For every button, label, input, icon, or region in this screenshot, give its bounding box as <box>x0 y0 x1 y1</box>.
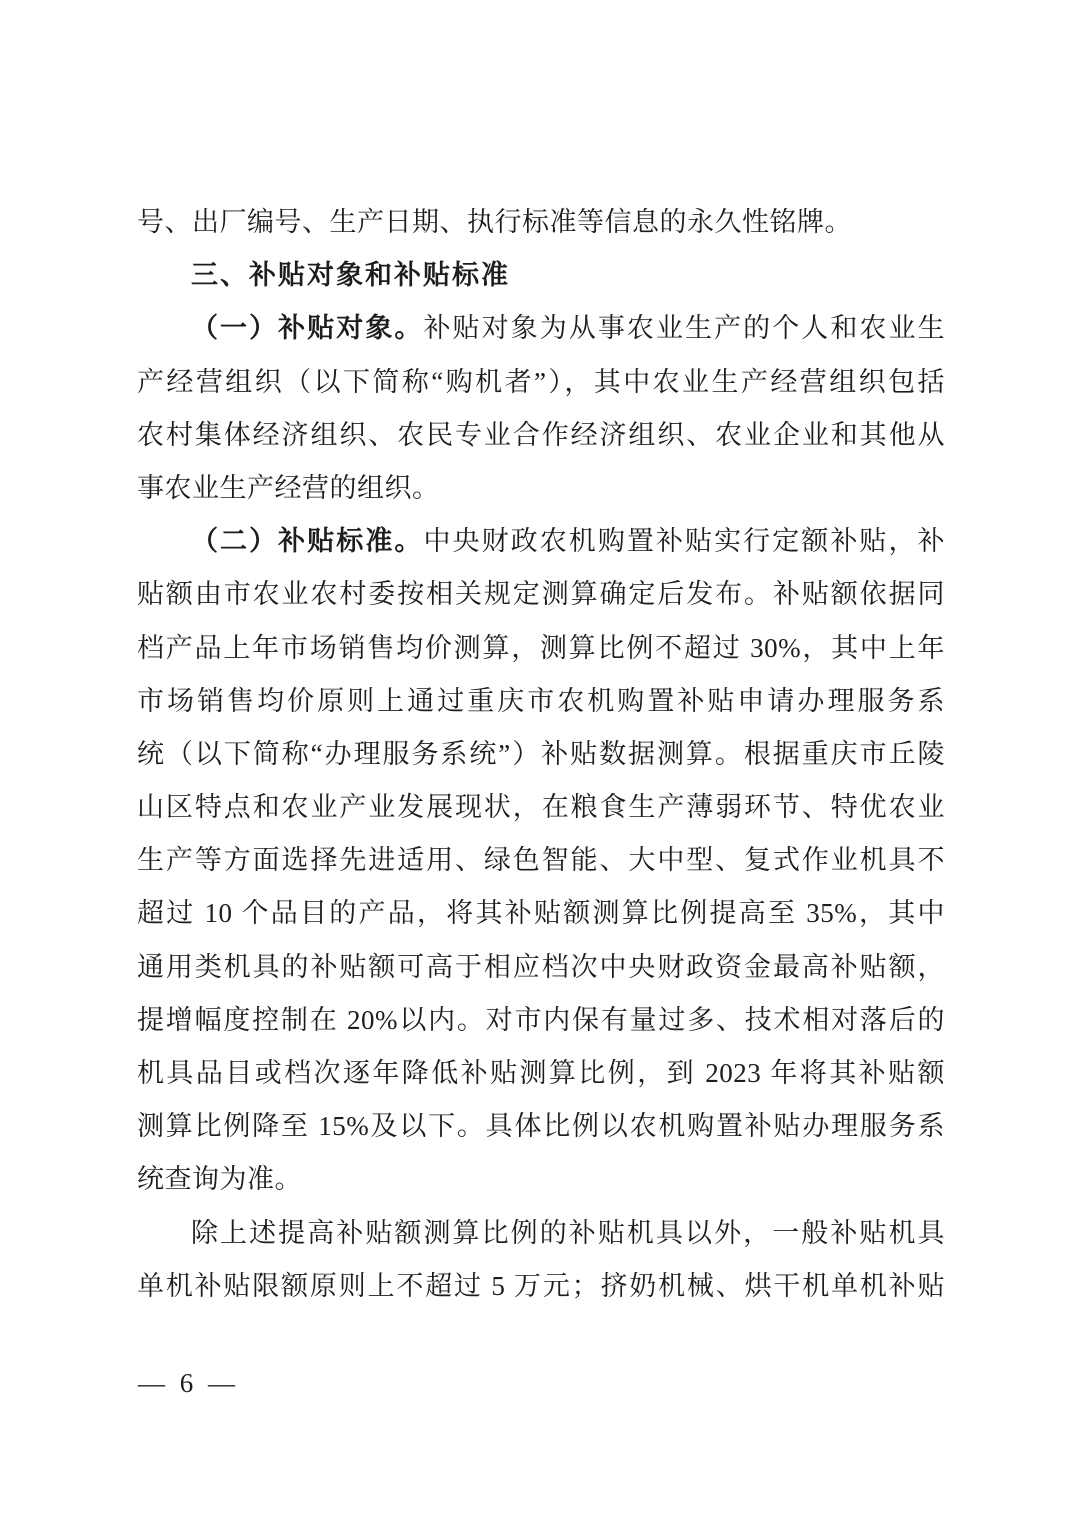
text-line: 农村集体经济组织、农民专业合作经济组织、农业企业和其他从 <box>137 419 945 450</box>
text-line: 号、出厂编号、生产日期、执行标准等信息的永久性铭牌。 <box>137 207 852 237</box>
text-line: 产经营组织（以下简称“购机者”），其中农业生产经营组织包括 <box>137 366 945 397</box>
subsection-lead: （二）补贴标准。 <box>191 526 424 557</box>
section-heading: 三、补贴对象和补贴标准 <box>191 260 510 291</box>
text-line <box>137 515 945 568</box>
text-line <box>137 302 945 355</box>
text-segment: 中央财政农机购置补贴实行定额补贴，补 <box>423 526 945 557</box>
text-line: 生产等方面选择先进适用、绿色智能、大中型、复式作业机具不 <box>137 845 945 876</box>
text-segment: 补贴对象为从事农业生产的个人和农业生 <box>423 313 945 344</box>
text-line: 山区特点和农业产业发展现状，在粮食生产薄弱环节、特优农业 <box>137 792 945 823</box>
text-line: 提增幅度控制在 20%以内。对市内保有量过多、技术相对落后的 <box>137 1004 945 1035</box>
text-line: 机具品目或档次逐年降低补贴测算比例，到 2023 年将其补贴额 <box>137 1058 945 1088</box>
page-number: — 6 — <box>138 1368 239 1398</box>
text-line: 统查询为准。 <box>137 1164 302 1195</box>
text-line: 统（以下简称“办理服务系统”）补贴数据测算。根据重庆市丘陵 <box>137 738 945 769</box>
text-line: 贴额由市农业农村委按相关规定测算确定后发布。补贴额依据同 <box>137 579 945 610</box>
text-line: 超过 10 个品目的产品，将其补贴额测算比例提高至 35%，其中 <box>137 898 945 929</box>
text-line: 单机补贴限额原则上不超过 5 万元；挤奶机械、烘干机单机补贴 <box>137 1270 945 1301</box>
text-line: 市场销售均价原则上通过重庆市农机购置补贴申请办理服务系 <box>137 685 945 716</box>
text-block <box>137 196 945 1313</box>
text-line: 除上述提高补贴额测算比例的补贴机具以外，一般补贴机具 <box>191 1217 945 1248</box>
text-line: 档产品上年市场销售均价测算，测算比例不超过 30%，其中上年 <box>137 632 945 663</box>
text-line: 通用类机具的补贴额可高于相应档次中央财政资金最高补贴额， <box>137 951 945 982</box>
text-line: 事农业生产经营的组织。 <box>137 472 440 503</box>
subsection-lead: （一）补贴对象。 <box>191 313 424 344</box>
text-line: 测算比例降至 15%及以下。具体比例以农机购置补贴办理服务系 <box>137 1111 945 1142</box>
